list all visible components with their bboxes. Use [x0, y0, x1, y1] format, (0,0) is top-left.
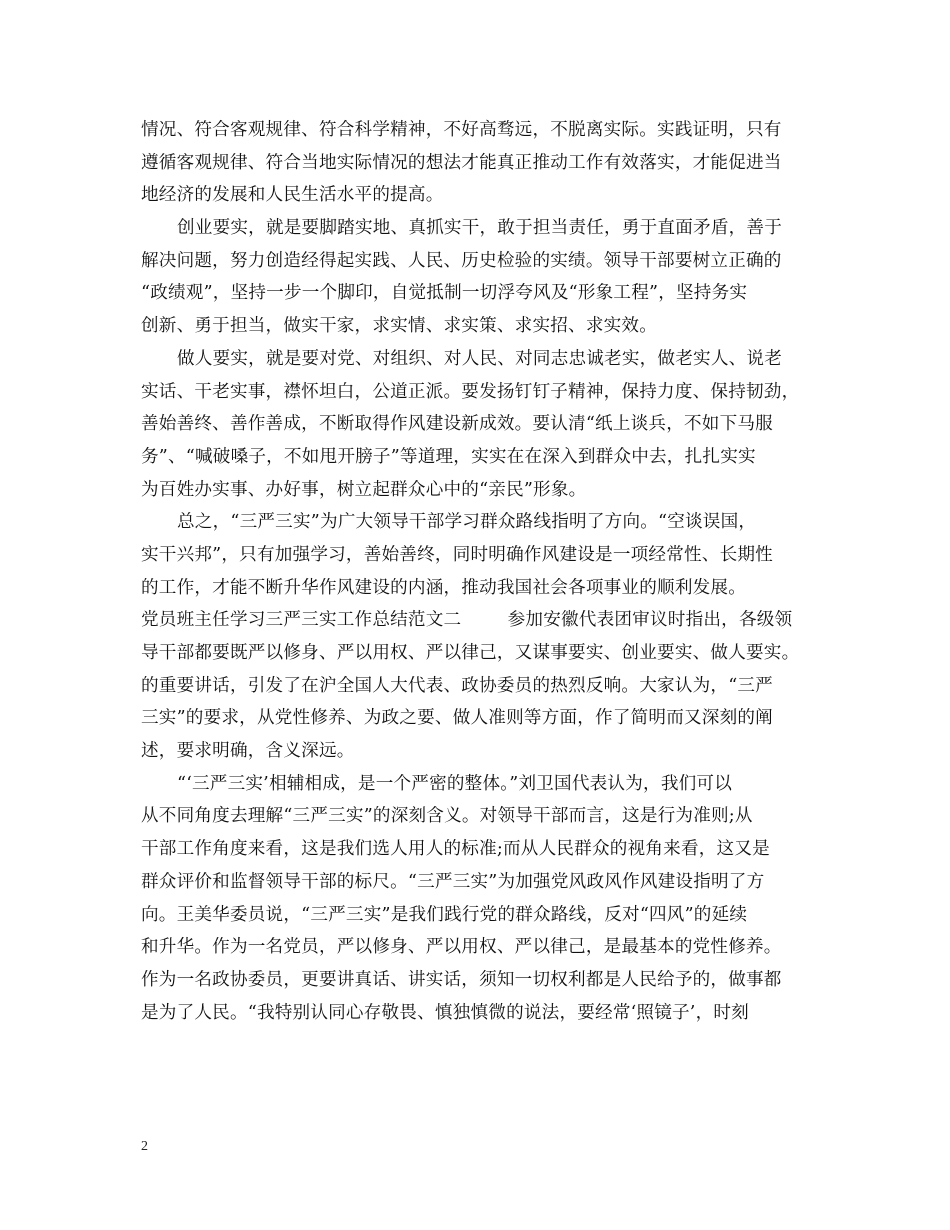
- text-line: 为百姓办实事、办好事，树立起群众心中的“亲民”形象。: [141, 479, 587, 500]
- page-number: 2: [141, 1139, 148, 1154]
- text-line: 是为了人民。“我特别认同心存敬畏、慎独慎微的说法，要经常‘照镜子’，时刻: [141, 1002, 749, 1023]
- text-line: 务”、“喊破嗓子，不如甩开膀子”等道理，实实在在深入到群众中去，扎扎实实: [141, 446, 756, 467]
- text-line: 创新、勇于担当，做实干家，求实情、求实策、求实招、求实效。: [141, 316, 658, 337]
- document-body: [141, 114, 813, 1029]
- text-line: 群众评价和监督领导干部的标尺。“三严三实”为加强党风政风作风建设指明了方: [141, 871, 765, 892]
- text-line: 向。王美华委员说，“三严三实”是我们践行党的群众路线，反对“四风”的延续: [141, 904, 748, 925]
- text-line: 实话、干老实事，襟怀坦白，公道正派。要发扬钉钉子精神，保持力度、保持韧劲，: [141, 381, 800, 402]
- text-line: “政绩观”，坚持一步一个脚印，自觉抵制一切浮夸风及“形象工程”，坚持务实: [141, 283, 748, 304]
- text-line: 干部工作角度来看，这是我们选人用人的标准;而从人民群众的视角来看，这又是: [141, 839, 770, 860]
- text-line: 情况、符合客观规律、符合科学精神，不好高骛远，不脱离实际。实践证明，只有: [141, 120, 782, 140]
- text-line: 地经济的发展和人民生活水平的提高。: [141, 185, 444, 206]
- text-line: 的重要讲话，引发了在沪全国人大代表、政协委员的热烈反响。大家认为，“三严: [141, 675, 773, 696]
- section-heading-line: 党员班主任学习三严三实工作总结范文二 参加安徽代表团审议时指出，各级领: [141, 610, 793, 631]
- text-line: 导干部都要既严以修身、严以用权、严以律己，又谋事要实、创业要实、做人要实。: [141, 643, 800, 663]
- text-line: 善始善终、善作善成，不断取得作风建设新成效。要认清“纸上谈兵，不如下马服: [141, 414, 773, 435]
- text-line: 从不同角度去理解“三严三实”的深刻含义。对领导干部而言，这是行为准则;从: [141, 806, 753, 827]
- paragraph-start-line: “‘三严三实’相辅相成，是一个严密的整体。”刘卫国代表认为，我们可以: [177, 773, 732, 794]
- text-line: 和升华。作为一名党员，严以修身、严以用权、严以律己，是最基本的党性修养。: [141, 937, 782, 958]
- paragraph-start-line: 创业要实，就是要脚踏实地、真抓实干，敢于担当责任，勇于直面矛盾，善于: [177, 218, 782, 239]
- text-line: 遵循客观规律、符合当地实际情况的想法才能真正推动工作有效落实，才能促进当: [141, 152, 782, 173]
- text-line: 述，要求明确，含义深远。: [141, 741, 355, 762]
- text-line: 的工作，才能不断升华作风建设的内涵，推动我国社会各项事业的顺利发展。: [141, 577, 746, 598]
- text-line: 实干兴邦”，只有加强学习，善始善终，同时明确作风建设是一项经常性、长期性: [141, 544, 773, 565]
- text-line: 三实”的要求，从党性修养、为政之要、做人准则等方面，作了简明而又深刻的阐: [141, 708, 773, 729]
- text-line: 作为一名政协委员，更要讲真话、讲实话，须知一切权利都是人民给予的，做事都: [141, 969, 782, 990]
- paragraph-start-line: 做人要实，就是要对党、对组织、对人民、对同志忠诚老实，做老实人、说老: [177, 348, 782, 369]
- text-line: 解决问题，努力创造经得起实践、人民、历史检验的实绩。领导干部要树立正确的: [141, 250, 782, 271]
- paragraph-start-line: 总之，“三严三实”为广大领导干部学习群众路线指明了方向。“空谈误国，: [177, 512, 757, 533]
